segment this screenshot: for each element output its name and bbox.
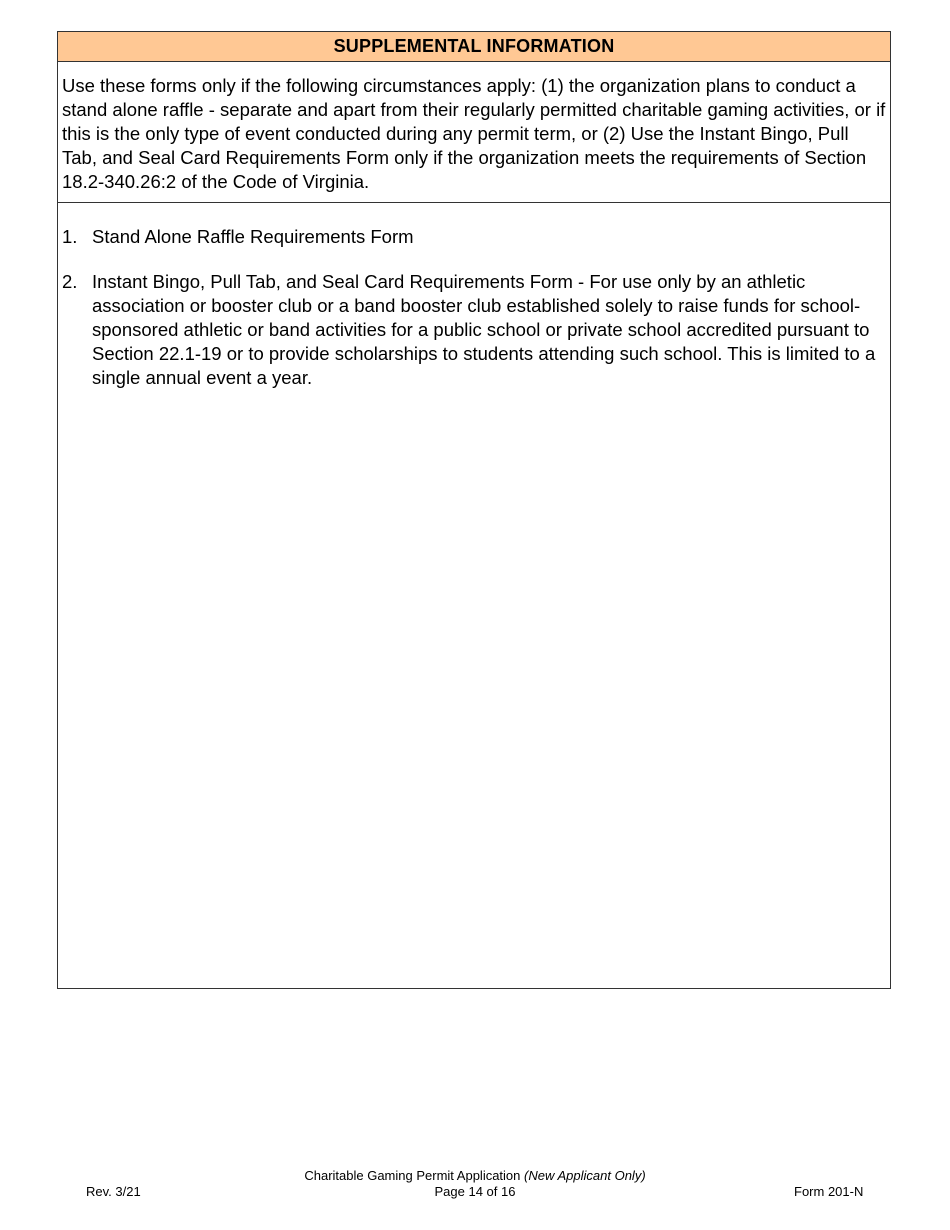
list-item-text: Instant Bingo, Pull Tab, and Seal Card Requirements Form - For use only by an athletic association or booster club or a band booster club established solely to raise funds for school-sponsored athletic or band activities for a public school or private school accredited pursuant to Section 22.1-19 or to provide scholarships to students attending such school. This is limited to a single annual event a year. (92, 271, 876, 388)
list-item-number: 1. (62, 226, 78, 247)
section-title: SUPPLEMENTAL INFORMATION (58, 32, 890, 62)
revision-label: Rev. 3/21 (86, 1184, 141, 1199)
list-item-number: 2. (62, 271, 78, 292)
list-item (62, 225, 880, 249)
document-subtitle: (New Applicant Only) (524, 1168, 646, 1183)
page-number: Page 14 of 16 (434, 1184, 516, 1199)
forms-list (58, 203, 890, 390)
form-number: Form 201-N (794, 1184, 864, 1199)
intro-paragraph: Use these forms only if the following circumstances apply: (1) the organization plans to conduct a stand alone raffle - separate and apart from their regularly permitted charitable gaming activities, or if this is the only type of event conducted during any permit term, or (2) Use the Instant Bingo, Pull Tab, and Seal Card Requirements Form only if the organization meets the requirements of Section 18.2-340.26:2 of the Code of Virginia. (58, 62, 890, 203)
supplemental-information-box (57, 31, 891, 989)
list-item (62, 270, 880, 390)
document-title: Charitable Gaming Permit Application (304, 1168, 521, 1183)
list-item-text: Stand Alone Raffle Requirements Form (92, 226, 414, 247)
